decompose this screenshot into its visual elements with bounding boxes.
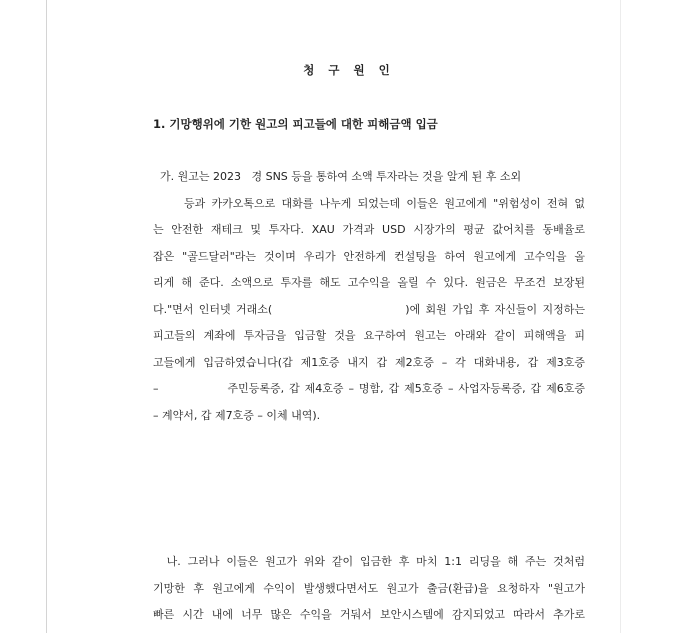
paragraph-line: – 계약서, 갑 제7호증 – 이체 내역). [153, 408, 321, 422]
paragraph-line: 빠른 시간 내에 너무 많은 수익을 거둬서 보안시스템에 감지되었고 따라서 추가로 [153, 608, 585, 621]
document-title: 청 구 원 인 [303, 63, 395, 77]
paragraph-line: 나. 그러나 이들은 원고가 위와 같이 입금한 후 마치 1:1 리딩을 해 주는 것처럼 [153, 555, 585, 568]
paragraph-line: 고들에게 입금하였습니다(갑 제1호증 내지 갑 제2호증 – 각 대화내용, 갑 제3호증 [153, 355, 585, 369]
paragraph-line: 는 안전한 재테크 및 투자다. XAU 가격과 USD 시장가의 평균 값어치를 동배율로 [153, 223, 585, 236]
paragraph-line: 잡은 "골드달러"라는 것이며 우리가 안전하게 컨설팅을 하여 원고에게 고수익을 올 [153, 249, 585, 263]
paragraph-line: – 주민등록증, 갑 제4호증 – 명함, 갑 제5호증 – 사업자등록증, 갑 제6호증 [153, 382, 585, 395]
paragraph-line: 다."면서 인터넷 거래소( )에 회원 가입 후 자신들이 지정하는 [153, 302, 585, 316]
section-heading: 1. 기망행위에 기한 원고의 피고들에 대한 피해금액 입금 [153, 117, 438, 131]
paragraph-line: 기망한 후 원고에게 수익이 발생했다면서도 원고가 출금(환급)을 요청하자 "원고가 [153, 581, 585, 595]
paragraph-ga [153, 168, 585, 433]
paragraph-line: 등과 카카오톡으로 대화를 나누게 되었는데 이들은 원고에게 "위험성이 전혀 없 [153, 196, 585, 210]
paragraph-line: 피고들의 계좌에 투자금을 입금할 것을 요구하여 원고는 아래와 같이 피해액을 피 [153, 329, 585, 342]
paragraph-line: 리게 해 준다. 소액으로 투자를 해도 고수익을 올릴 수 있다. 원금은 무조건 보장된 [153, 276, 585, 289]
page-left-edge [46, 0, 47, 633]
page-right-edge [620, 0, 621, 633]
paragraph-na [153, 553, 585, 633]
paragraph-line: 가. 원고는 2023 경 SNS 등을 통하여 소액 투자라는 것을 알게 된 후 소외 [153, 170, 522, 183]
